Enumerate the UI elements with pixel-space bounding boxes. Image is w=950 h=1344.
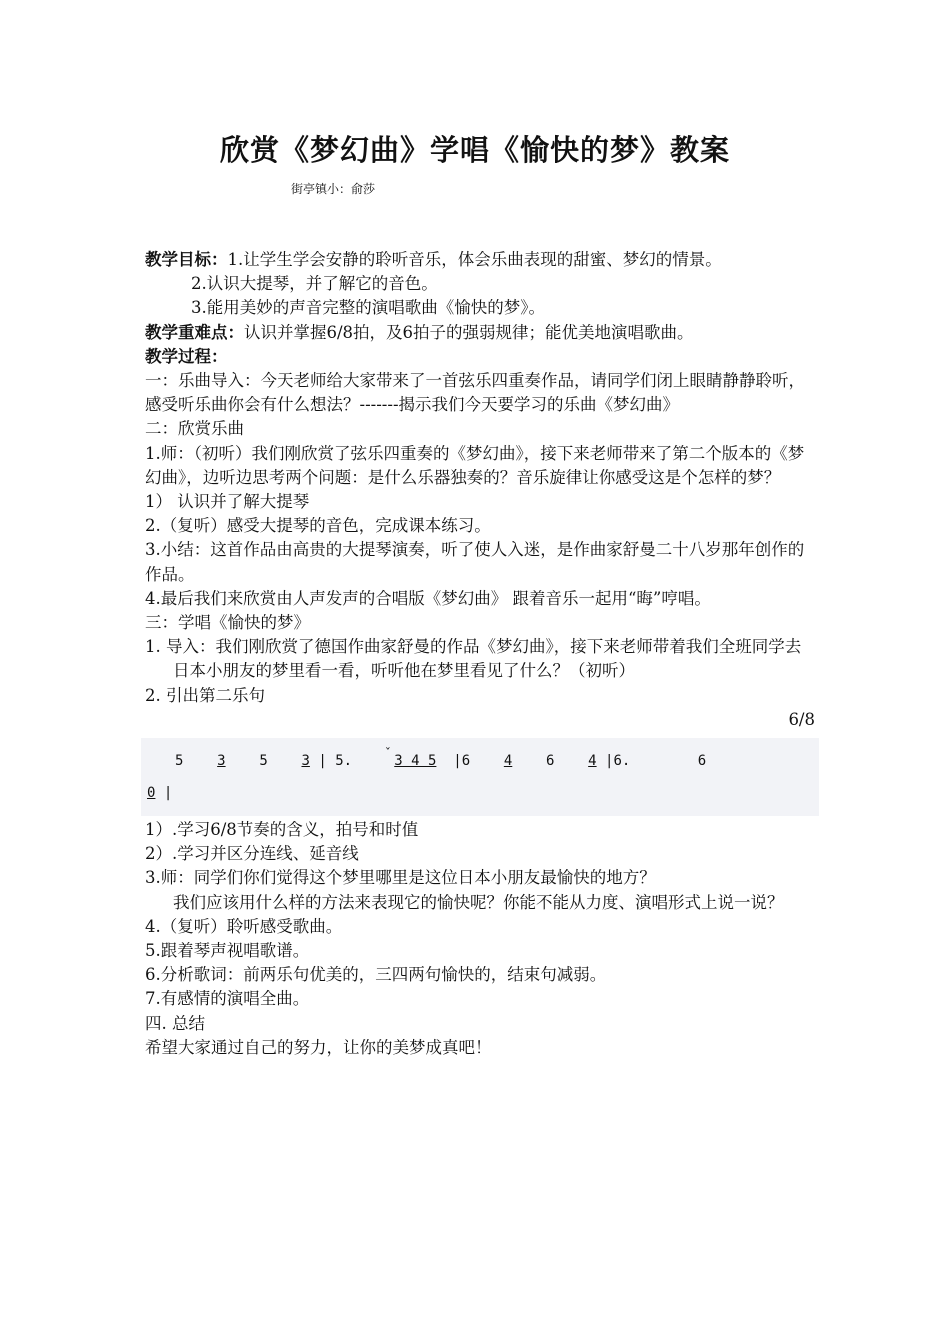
score-note: 3 (217, 753, 226, 770)
score-barline: | (163, 785, 173, 802)
score-note: 0 (147, 785, 156, 802)
key-points-paragraph (145, 321, 815, 345)
numbered-music-score (141, 738, 819, 816)
score-note: 6 (546, 753, 555, 770)
score-note: 4 (503, 753, 513, 770)
score-note: 4 (588, 753, 597, 770)
goal-3: 3.能用美妙的声音完整的演唱歌曲《愉快的梦》。 (191, 298, 545, 318)
score-note: 6 (461, 753, 471, 770)
section-3-item-5: 5.跟着琴声视唱歌谱。 (145, 941, 310, 961)
process-label: 教学过程： (145, 346, 228, 366)
document-body (145, 248, 815, 1060)
score-note: 6. (613, 753, 631, 770)
goals-label: 教学目标： (145, 250, 228, 269)
author-line: 街亭镇小：俞莎 (291, 182, 376, 196)
time-signature: 6/8 (788, 709, 815, 729)
score-line-2 (141, 778, 819, 808)
goals-paragraph (145, 248, 815, 272)
score-note: 3 4 5 (394, 753, 437, 770)
goal-1: 1.让学生学会安静的聆听音乐，体会乐曲表现的甜蜜、梦幻的情景。 (227, 250, 722, 269)
key-points-text: 认识并掌握6/8拍，及6拍子的强弱规律；能优美地演唱歌曲。 (244, 322, 694, 342)
score-note: 6 (697, 753, 707, 770)
score-note: 5 (259, 753, 268, 770)
section-2-item-1: 1.师：（初听）我们刚欣赏了弦乐四重奏的《梦幻曲》，接下来老师带来了第二个版本的《梦幻曲》，边听边思考两个问题：是什么乐器独奏的？音乐旋律让你感受这是个怎样的梦？ (145, 443, 805, 487)
score-barline: | (605, 753, 614, 770)
section-4-item-1: 希望大家通过自己的努力，让你的美梦成真吧！ (145, 1037, 492, 1057)
section-3-item-3: 3.师：同学们你们觉得这个梦里哪里是这位日本小朋友最愉快的地方？ (145, 868, 656, 888)
breath-mark: ˇ (384, 746, 392, 761)
section-2-heading: 二：欣赏乐曲 (145, 419, 244, 439)
section-3-item-2b: 2）.学习并区分连线、延音线 (145, 844, 359, 864)
section-4-heading: 四. 总结 (145, 1013, 205, 1033)
section-3-heading: 三：学唱《愉快的梦》 (145, 613, 310, 633)
score-note-group (384, 744, 437, 778)
section-3-item-1: 1. 导入：我们刚欣赏了德国作曲家舒曼的作品《梦幻曲》，接下来老师带着我们全班同学去日本小朋友的梦里看一看，听听他在梦里看见了什么？（初听） (145, 637, 802, 681)
section-2-item-3: 3.小结：这首作品由高贵的大提琴演奏，听了使人入迷，是作曲家舒曼二十八岁那年创作的作品。 (145, 540, 805, 584)
section-2-item-1a: 1） 认识并了解大提琴 (145, 492, 310, 512)
score-note: 5. (335, 753, 353, 770)
document-title: 欣赏《梦幻曲》学唱《愉快的梦》教案 (219, 133, 730, 167)
section-3-item-2: 2. 引出第二乐句 (145, 685, 265, 705)
section-3-item-4: 4.（复听）聆听感受歌曲。 (145, 916, 343, 936)
section-3-item-7: 7.有感情的演唱全曲。 (145, 989, 310, 1009)
section-2-item-4: 4.最后我们来欣赏由人声发声的合唱版《梦幻曲》 跟着音乐一起用“晦”哼唱。 (145, 588, 711, 608)
section-1-intro: 一：乐曲导入：今天老师给大家带来了一首弦乐四重奏作品，请同学们闭上眼睛静静聆听，感受听乐曲你会有什么想法？-------揭示我们今天要学习的乐曲《梦幻曲》 (145, 371, 805, 415)
goal-2: 2.认识大提琴，并了解它的音色。 (191, 274, 438, 294)
score-note: 3 (301, 753, 310, 770)
score-barline: | (318, 753, 327, 770)
key-points-label: 教学重难点： (145, 322, 244, 342)
section-2-item-2: 2.（复听）感受大提琴的音色，完成课本练习。 (145, 516, 491, 536)
section-3-item-3-cont: 我们应该用什么样的方法来表现它的愉快呢？你能不能从力度、演唱形式上说一说？ (173, 892, 784, 912)
score-note: 5 (175, 753, 184, 770)
section-3-item-2a: 1）.学习6/8节奏的含义，拍号和时值 (145, 820, 419, 840)
section-3-item-6: 6.分析歌词：前两乐句优美的，三四两句愉快的，结束句减弱。 (145, 965, 607, 985)
score-barline: | (453, 753, 462, 770)
score-line-1 (141, 744, 819, 778)
